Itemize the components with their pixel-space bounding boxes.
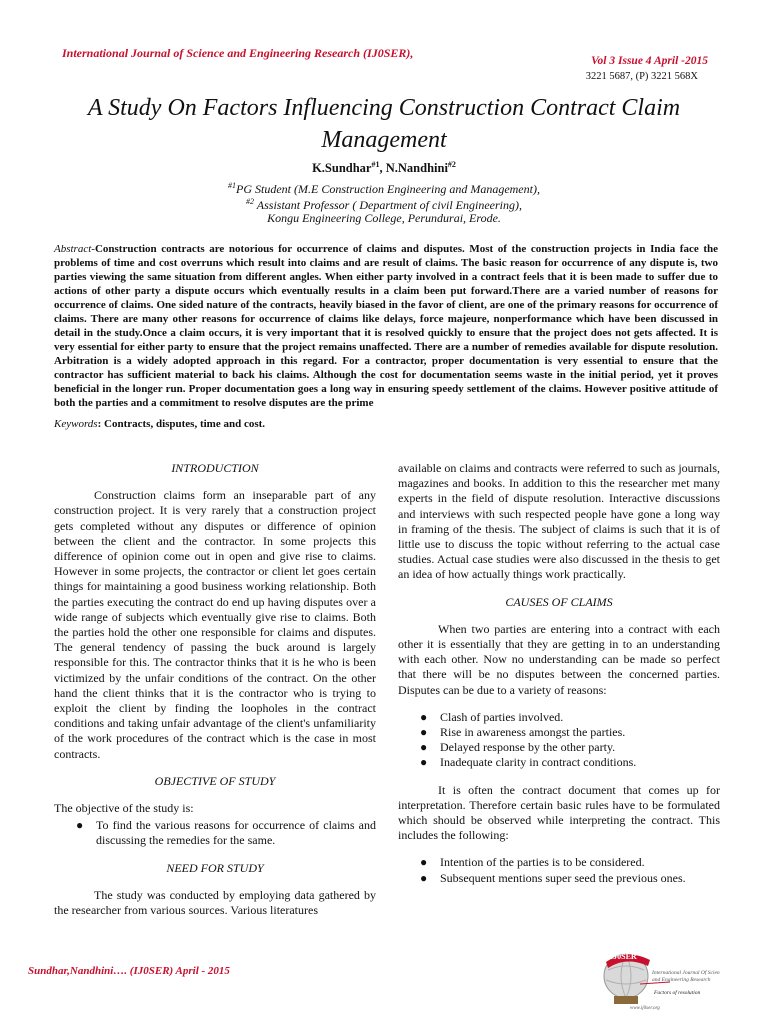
bullet-icon: ● [420,725,428,740]
list-item-text: Delayed response by the other party. [440,740,616,755]
objective-heading: OBJECTIVE OF STUDY [154,773,276,788]
list-item-text: Clash of parties involved. [440,709,564,724]
author-separator: , [379,161,386,176]
continued-text: available on claims and contracts were referred to such as journals, magazines and books. In addition to this the researcher met many experts in the field of dispute resolution. Interactive discussions and interviews with such respected people have gone a long way in framing of the thesis. The subject of claims is such that it is of little use to discuss the topic without referring to the actual case studies. Actual case studies were also discussed in the thesis to get an idea of how actually things work practically. [398,461,720,582]
authors [0,160,768,176]
author-1-mark: #1 [371,160,380,169]
list-item [398,855,720,870]
paper-title: A Study On Factors Influencing Construction Contract Claim Management [87,95,681,153]
list-item [398,755,720,770]
list-item-text: Subsequent mentions super seed the previous ones. [440,870,686,885]
volume-issue: Vol 3 Issue 4 April -2015 [591,55,708,67]
introduction-text: Construction claims form an inseparable part of any construction project. It is very rarely that a construction project gets completed without any disputes or difference of opinion between the client and the contractor. In some projects this difference of opinion come out in open and give rise to claims. However in some projects, the contractor or client let goes certain things for maintaining a good business working relationship. Both the parties executing the contract do end up having disputes over a wide range of subjects which eventually give rise to claims. Both the parties hold the other one responsible for claims and disputes. The general tendency of passing the buck around is largely responsible for this. The contractor thinks that it is he who is been victimized by the unfair conditions of the contract. On the other hand the client thinks that it is the contractor who is trying to exploit the client by finding the loopholes in the contract conditions and taking unfair advantage of the client's unfamiliarity of the work procedures of the contract which is the case in most contracts. [54,488,376,761]
journal-name: International Journal of Science and Engineering Research (IJ0SER), [62,46,414,60]
bullet-icon: ● [420,709,428,724]
causes-text: When two parties are entering into a contract with each other it is essentially that they are getting in to an understanding with each other. Now no understanding can be made so perfect that there will be no disputes between the concerned parties. Disputes can be due to a variety of reasons: [398,621,720,697]
logo-url: www.ij0ser.org [630,1006,660,1011]
abstract-text: Construction contracts are notorious for occurrence of claims and disputes. Most of the construction projects in India face the problems of time and cost overruns which result into claims and are result of claims. The basic reason for occurrence of any dispute is, two parties viewing the same situation from different angles. When either party involved in a contract feels that it is been made to suffer due to actions of other party a dispute occurs which eventually results in a claim been put forward.There are a varied number of reasons for occurrence of claims. One sided nature of the contracts, heavily biased in the favor of client, are one of the primary reasons for occurrence of claims. There are many other reasons for occurrence of claims like delays, force majeure, nonperformance which have been discussed in detail in the study.Once a claim occurs, it is very important that it is resolved quickly to ensure that the project does not gets affected. It is very essential for either party to ensure that the project remains unaffected. There are a number of remedies available for dispute resolution. Arbitration is a widely adopted approach in this regard. For a contractor, proper documentation is very essential to ensure that the contractor has sufficient material to back his claims. Although the cost for documentation seems waste in the initial period, yet it proves beneficial in the longer run. Proper documentation goes a long way in ensuring speedy settlement of the claims. However positive attitude of both the parties and a commitment to resolve disputes are the prime [54,243,718,409]
footer-citation: Sundhar,Nandhini…. (IJ0SER) April - 2015 [28,965,230,977]
list-item [54,818,376,848]
list-item [398,740,720,755]
list-item [398,725,720,740]
abstract [54,242,718,410]
right-column [398,461,720,898]
introduction-heading: INTRODUCTION [171,461,259,475]
logo-caption [652,970,720,984]
affiliations [0,178,768,226]
keywords-text: Contracts, disputes, time and cost. [104,418,266,430]
causes-heading: CAUSES OF CLAIMS [505,594,613,609]
affil-2-mark: #2 [246,197,254,206]
list-item-text: Rise in awareness amongst the parties. [440,725,626,740]
affil-1: PG Student (M.E Construction Engineering and Management), [236,182,540,196]
author-2-mark: #2 [447,160,456,169]
author-2: N.Nandhini [385,161,448,176]
affil-1-mark: #1 [228,181,237,190]
list-item [398,710,720,725]
objective-intro: The objective of the study is: [54,801,194,816]
logo-caption-line-2: and Engineering Research [652,977,711,983]
logo-caption-line-1: International Journal Of Scien [652,970,720,976]
need-heading: NEED FOR STUDY [166,860,264,875]
list-item-text: Intention of the parties is to be considered. [440,855,645,870]
logo-text: IJ0SER [610,952,637,961]
issn: 3221 5687, (P) 3221 568X [585,71,698,82]
list-item [398,871,720,886]
bullet-icon: ● [420,855,428,870]
left-column [54,461,376,930]
abstract-label: Abstract- [54,243,95,255]
bullet-icon: ● [420,740,428,755]
objective-list [54,818,376,848]
bullet-icon: ● [420,755,428,770]
journal-logo [600,944,720,1016]
logo-tagline: Factors of resolution [654,990,701,996]
author-1: K.Sundhar [312,161,372,176]
affil-3: Kongu Engineering College, Perundurai, Erode. [267,211,501,225]
need-text: The study was conducted by employing data gathered by the researcher from various sources. Various literatures [54,887,376,918]
keywords-label: Keywords [54,418,98,430]
list-item-text: To find the various reasons for occurrence of claims and discussing the remedies for the same. [96,818,376,848]
bullet-icon: ● [420,870,428,885]
interpretation-text: It is often the contract document that comes up for interpretation. Therefore certain basic rules have to be formulated which should be observed while interpreting the contract. This includes the following: [398,782,720,843]
causes-list [398,710,720,771]
affil-2: Assistant Professor ( Department of civil Engineering), [254,198,522,212]
list-item-text: Inadequate clarity in contract conditions. [440,755,637,770]
keywords [54,418,265,430]
keywords-separator: : [97,418,105,430]
bullet-icon: ● [76,818,84,833]
interpretation-list [398,855,720,885]
